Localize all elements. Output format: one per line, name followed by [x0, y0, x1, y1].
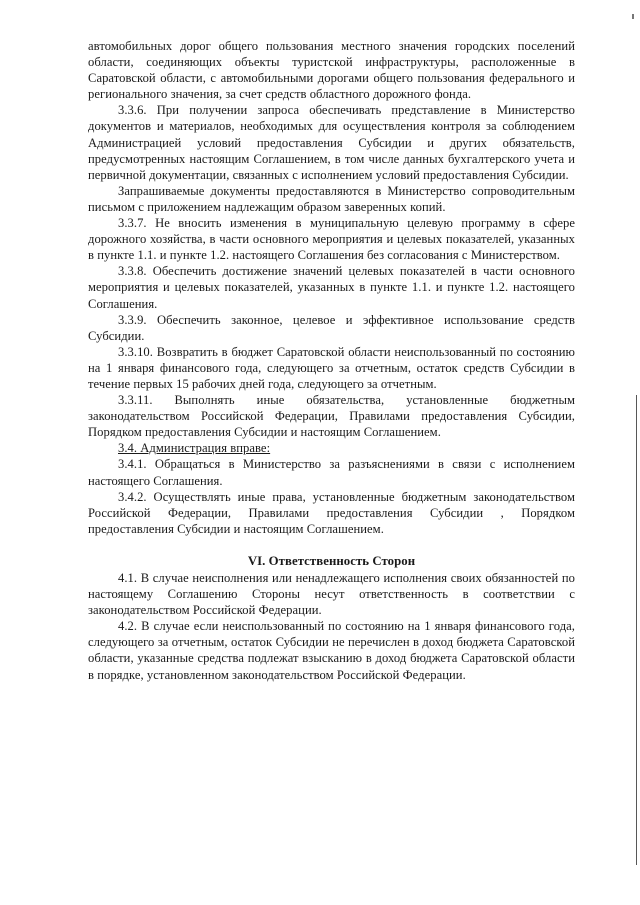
scan-artifact-mark	[632, 14, 634, 19]
paragraph-3-4-1: 3.4.1. Обращаться в Министерство за разъяснениями в связи с исполнением настоящего Соглашения.	[88, 457, 575, 488]
paragraph-3-3-10: 3.3.10. Возвратить в бюджет Саратовской области неиспользованный по состоянию на 1 января финансового года, следующего за отчетным, остаток средств Субсидии в течение первых 15 рабочих дней года, следующего за отчетным.	[88, 344, 575, 391]
paragraph-3-3-9: 3.3.9. Обеспечить законное, целевое и эффективное использование средств Субсидии.	[88, 312, 575, 343]
section-heading: VI. Ответственность Сторон	[247, 553, 416, 568]
paragraph-requested-documents: Запрашиваемые документы предоставляются в Министерство сопроводительным письмом с приложением надлежащим образом заверенных копий.	[88, 183, 575, 214]
subheading-administration-rights	[88, 440, 575, 456]
paragraph-4-2: 4.2. В случае если неиспользованный по состоянию на 1 января финансового года, следующего за отчетным, остаток Субсидии не перечислен в доход бюджета Саратовской области, указанные средства подлежат взысканию в доход бюджета Саратовской области в порядке, установленном законодательством Российской Федерации.	[88, 619, 575, 682]
paragraph-3-4-2: 3.4.2. Осуществлять иные права, установленные бюджетным законодательством Российской Федерации, Правилами предоставления Субсидии , Порядком предоставления Субсидии и настоящим Соглашением.	[88, 489, 575, 536]
paragraph-4-1: 4.1. В случае неисполнения или ненадлежащего исполнения своих обязанностей по настоящему Соглашению Стороны несут ответственность в соответствии с законодательством Российской Федерации.	[88, 571, 575, 618]
paragraph-3-3-7: 3.3.7. Не вносить изменения в муниципальную целевую программу в сфере дорожного хозяйства, в части основного мероприятия и целевых показателей, указанных в пункте 1.1. и пункте 1.2. настоящего Соглашения без согласования с Министерством.	[88, 216, 575, 263]
paragraph-3-3-8: 3.3.8. Обеспечить достижение значений целевых показателей в части основного мероприятия и целевых показателей, указанных в пункте 1.1. и пункте 1.2. настоящего Соглашения.	[88, 264, 575, 311]
paragraph-3-3-11: 3.3.11. Выполнять иные обязательства, установленные бюджетным законодательством Российской Федерации, Правилами предоставления Субсидии, Порядком предоставления Субсидии и настоящим Соглашением.	[88, 393, 575, 440]
scan-edge-line	[636, 395, 637, 865]
paragraph-continuation: автомобильных дорог общего пользования местного значения городских поселений области, соединяющих объекты туристской инфраструктуры, расположенные в Саратовской области, с автомобильными дорогами общего пользования федерального и регионального значения, за счет средств областного дорожного фонда.	[88, 39, 575, 102]
document-page	[88, 38, 575, 683]
paragraph-3-3-6: 3.3.6. При получении запроса обеспечивать представление в Министерство документов и материалов, необходимых для осуществления контроля за соблюдением Администрацией условий предоставления Субсидии и других обязательств, предусмотренных настоящим Соглашением, в том числе данных бухгалтерского учета и первичной документации, связанных с исполнением условий предоставления Субсидии.	[88, 103, 575, 182]
subheading-text: 3.4. Администрация вправе:	[118, 441, 271, 456]
